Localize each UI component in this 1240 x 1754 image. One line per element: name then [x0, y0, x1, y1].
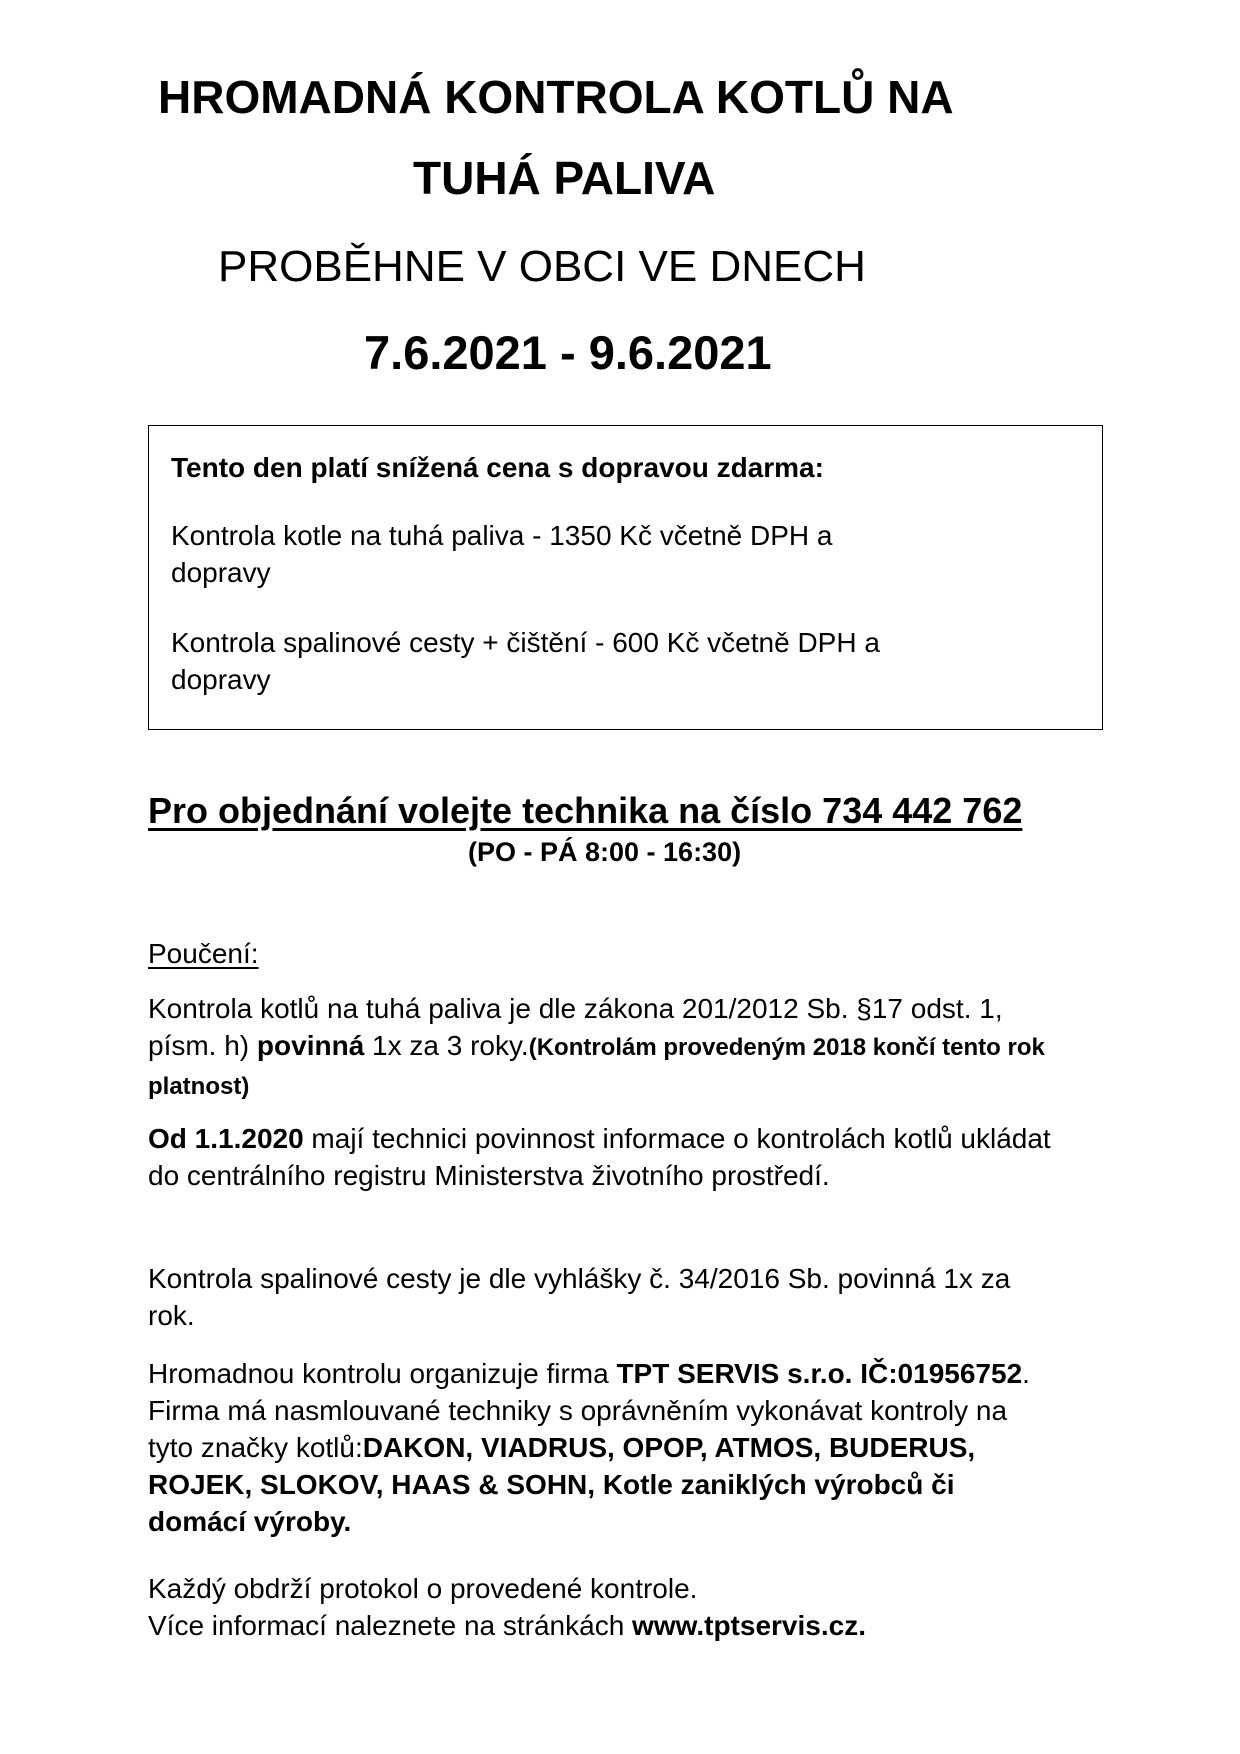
- notice-p3-line2: rok.: [148, 1300, 195, 1331]
- notice-p1-mandatory: povinná: [256, 1030, 365, 1061]
- order-hours: (PO - PÁ 8:00 - 16:30): [468, 837, 742, 867]
- notice-p2-line1: mají technici povinnost informace o kontrolách kotlů ukládat: [303, 1123, 1051, 1154]
- order-phone-text: Pro objednání volejte technika na číslo 734 442 762: [148, 790, 1023, 831]
- pricing-item-boiler: [171, 517, 1071, 591]
- notice-paragraph-protocol: [148, 1570, 1108, 1644]
- notice-p4-line2: Firma má nasmlouvané techniky s oprávněním vykonávat kontroly na: [148, 1395, 1008, 1426]
- title-line-1: HROMADNÁ KONTROLA KOTLŮ NA: [158, 71, 954, 123]
- notice-p4-brands-2: ROJEK, SLOKOV, HAAS & SOHN, Kotle zaniklých výrobců či: [148, 1469, 955, 1500]
- notice-p5-line2-pre: Více informací naleznete na stránkách: [148, 1610, 633, 1641]
- notice-p4-brands-1: DAKON, VIADRUS, OPOP, ATMOS, BUDERUS,: [362, 1432, 976, 1463]
- pricing-item-boiler-line1: Kontrola kotle na tuhá paliva - 1350 Kč včetně DPH a: [171, 520, 833, 551]
- event-dates: 7.6.2021 - 9.6.2021: [364, 326, 772, 379]
- notice-paragraph-boiler-law: [148, 990, 1108, 1105]
- notice-p4-line1-post: .: [1022, 1358, 1030, 1389]
- pricing-item-flue-line1: Kontrola spalinové cesty + čištění - 600 Kč včetně DPH a: [171, 627, 880, 658]
- notice-p3-line1: Kontrola spalinové cesty je dle vyhlášky č. 34/2016 Sb. povinná 1x za: [148, 1263, 1011, 1294]
- notice-p2-line2: do centrálního registru Ministerstva životního prostředí.: [148, 1160, 830, 1191]
- pricing-item-flue: [171, 624, 1071, 698]
- notice-p1-validity-note: (Kontrolám provedeným 2018 končí tento rok: [528, 1034, 1045, 1061]
- notice-p5-line1: Každý obdrží protokol o provedené kontrole.: [148, 1573, 698, 1604]
- notice-paragraph-registry: [148, 1120, 1108, 1194]
- pricing-item-boiler-line2: dopravy: [171, 557, 271, 588]
- pricing-box: [148, 425, 1103, 730]
- notice-paragraph-organizer: [148, 1355, 1108, 1540]
- notice-p4-company: TPT SERVIS s.r.o. IČ:01956752: [616, 1358, 1023, 1389]
- website-link[interactable]: www.tptservis.cz.: [632, 1610, 866, 1641]
- subtitle: PROBĚHNE V OBCI VE DNECH: [218, 242, 866, 291]
- notice-heading: Poučení:: [148, 938, 259, 969]
- notice-p4-brands-3: domácí výroby.: [148, 1506, 352, 1537]
- notice-p2-date: Od 1.1.2020: [148, 1123, 304, 1154]
- pricing-item-flue-line2: dopravy: [171, 664, 271, 695]
- notice-p4-line3-pre: tyto značky kotlů:: [148, 1432, 363, 1463]
- title-line-2: TUHÁ PALIVA: [413, 152, 716, 204]
- pricing-heading: Tento den platí snížená cena s dopravou zdarma:: [171, 452, 824, 483]
- notice-p1-line2-post: 1x za 3 roky.: [364, 1030, 529, 1061]
- notice-p4-line1-pre: Hromadnou kontrolu organizuje firma: [148, 1358, 617, 1389]
- notice-p1-line1: Kontrola kotlů na tuhá paliva je dle zákona 201/2012 Sb. §17 odst. 1,: [148, 993, 1003, 1024]
- notice-paragraph-flue: [148, 1260, 1108, 1334]
- notice-p1-line2-pre: písm. h): [148, 1030, 257, 1061]
- notice-p1-validity-end: platnost): [148, 1073, 250, 1100]
